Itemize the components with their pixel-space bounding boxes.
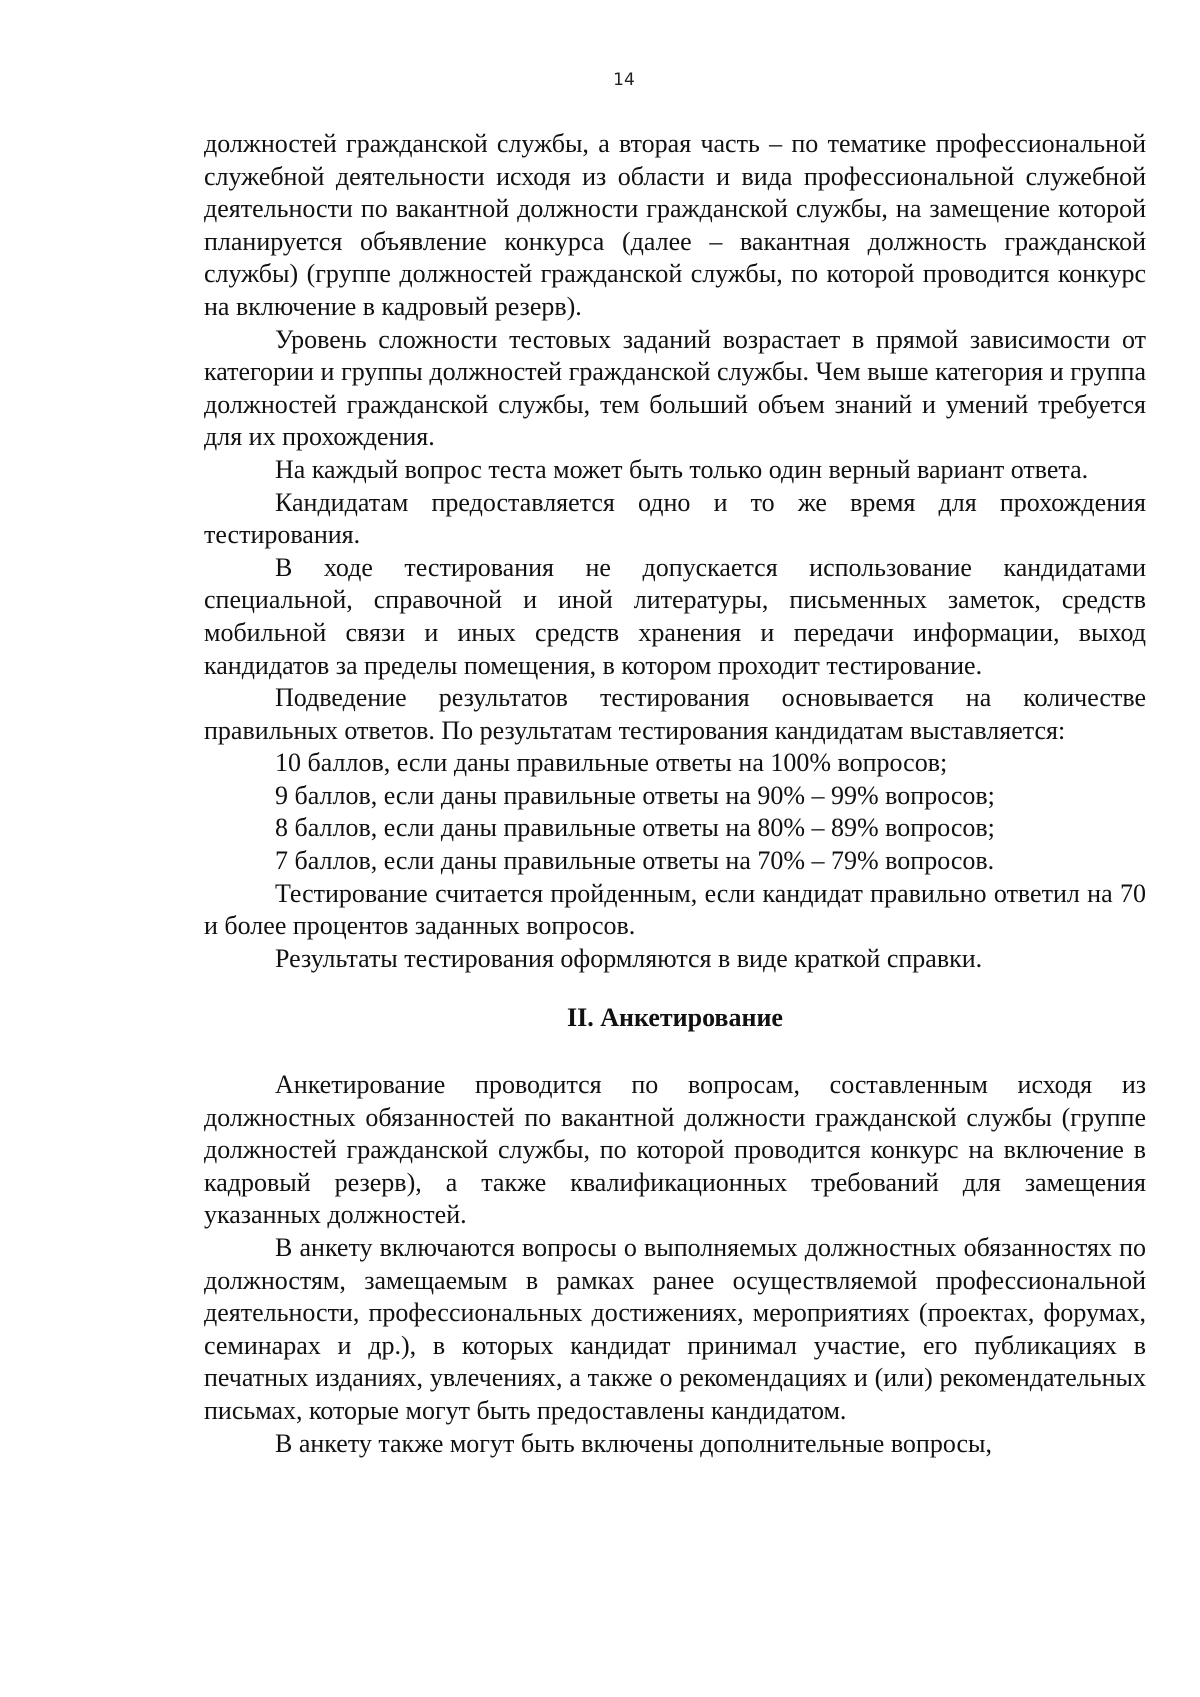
score-item: 7 баллов, если даны правильные ответы на 70% – 79% вопросов. [275, 846, 995, 876]
paragraph-complexity: Уровень сложности тестовых заданий возрастает в прямой зависимости от категории и группы должностей гражданской службы. Чем выше категория и группа должностей гражданской службы, тем больший объем знаний и умений требуется для их прохождения. [204, 324, 1146, 452]
score-item: 9 баллов, если даны правильные ответы на 90% – 99% вопросов; [275, 780, 995, 810]
paragraph-results: Результаты тестирования оформляются в виде краткой справки. [275, 943, 983, 973]
paragraph-passed: Тестирование считается пройденным, если кандидат правильно ответил на 70 и более процентов заданных вопросов. [204, 878, 1146, 941]
paragraph-questionnaire-basis: Анкетирование проводится по вопросам, составленным исходя из должностных обязанностей по вакантной должности гражданской службы (группе должностей гражданской службы, по которой проводится конкурс на включение в кадровый резерв), а также квалификационных требований для замещения указанных должностей. [204, 1070, 1146, 1230]
page-content [204, 128, 1146, 1460]
paragraph-restrictions: В ходе тестирования не допускается использование кандидатами специальной, справочной и иной литературы, письменных заметок, средств мобильной связи и иных средств хранения и передачи информации, выход кандидатов за пределы помещения, в котором проходит тестирование. [204, 552, 1146, 680]
paragraph-scoring-intro: Подведение результатов тестирования основывается на количестве правильных ответов. По результатам тестирования кандидатам выставляется: [204, 683, 1146, 745]
score-item: 10 баллов, если даны правильные ответы на 100% вопросов; [275, 748, 948, 778]
paragraph-additional-questions: В анкету также могут быть включены дополнительные вопросы, [275, 1428, 992, 1458]
score-item: 8 баллов, если даны правильные ответы на 80% – 89% вопросов; [275, 813, 995, 843]
paragraph-questionnaire-content: В анкету включаются вопросы о выполняемых должностных обязанностях по должностям, замещаемым в рамках ранее осуществляемой профессиональной деятельности, профессиональных достижениях, мероприятиях (проектах, форумах, семинарах и др.), в которых кандидат принимал участие, его публикациях в печатных изданиях, увлечениях, а также о рекомендациях и (или) рекомендательных письмах, которые могут быть предоставлены кандидатом. [204, 1233, 1146, 1425]
paragraph-continuation: должностей гражданской службы, а вторая часть – по тематике профессиональной служебной деятельности исходя из области и вида профессиональной служебной деятельности по вакантной должности гражданской службы, на замещение которой планируется объявление конкурса (далее – вакантная должность гражданской службы) (группе должностей гражданской службы, по которой проводится конкурс на включение в кадровый резерв). [204, 129, 1146, 321]
section-heading-questionnaire: II. Анкетирование [567, 1003, 783, 1033]
page-number: 14 [613, 70, 635, 90]
paragraph-one-answer: На каждый вопрос теста может быть только один верный вариант ответа. [275, 454, 1089, 484]
paragraph-same-time: Кандидатам предоставляется одно и то же время для прохождения тестирования. [204, 487, 1146, 550]
